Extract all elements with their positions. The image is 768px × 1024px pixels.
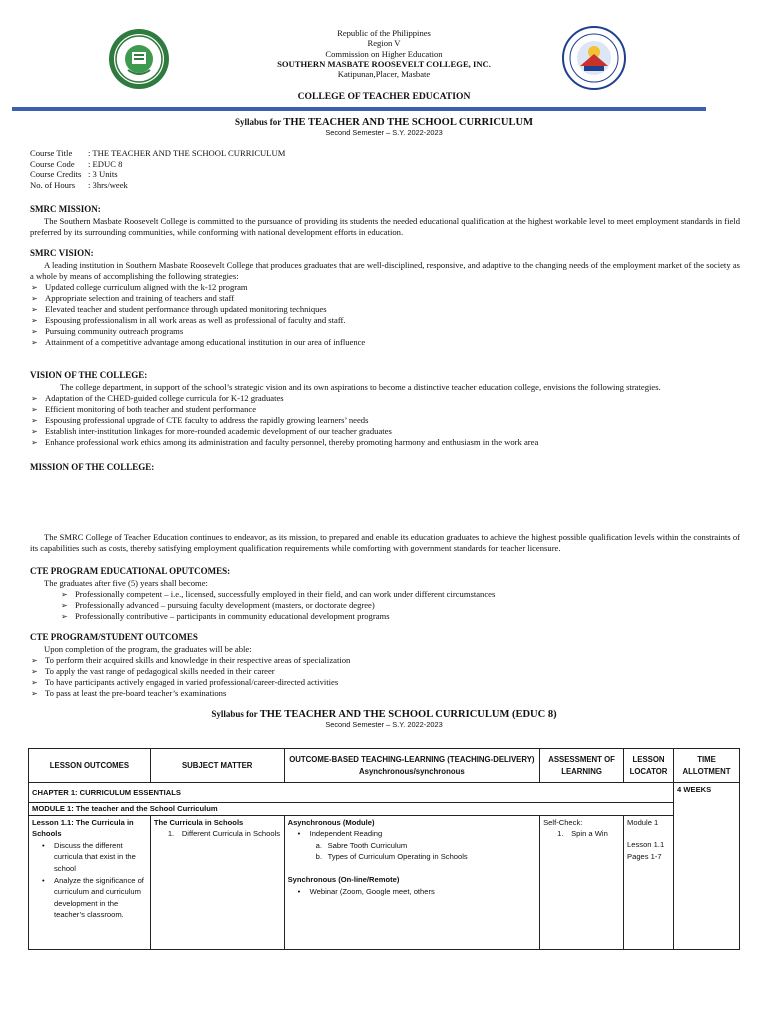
async-subitem-text: Types of Curriculum Operating in Schools bbox=[327, 852, 468, 862]
column-header: TIME ALLOTMENT bbox=[674, 749, 740, 783]
list-item bbox=[30, 393, 740, 404]
subject-item-text: Different Curricula in Schools bbox=[181, 829, 281, 839]
school-seal-icon bbox=[108, 28, 170, 90]
section-heading: VISION OF THE COLLEGE: bbox=[30, 370, 148, 380]
list-item-text: To apply the vast range of pedagogical skills needed in their career bbox=[45, 665, 275, 676]
program-educational-outcomes-section bbox=[30, 566, 740, 622]
locator-pages: Pages 1-7 bbox=[627, 851, 662, 861]
ched-seal-icon bbox=[562, 26, 626, 90]
syllabus-title-prefix: Syllabus for bbox=[211, 709, 260, 719]
list-item-text: To pass at least the pre-board teacher’s examinations bbox=[45, 687, 227, 698]
syllabus-course-name: THE TEACHER AND THE SCHOOL CURRICULUM (EDUC 8) bbox=[259, 709, 557, 720]
list-item-text: Espousing professional upgrade of CTE faculty to address the rapidly growing learners’ needs bbox=[45, 414, 369, 425]
list-item-text: Efficient monitoring of both teacher and student performance bbox=[45, 403, 257, 414]
syllabus-table bbox=[28, 748, 740, 950]
list-item-text: Elevated teacher and student performance through updated monitoring techniques bbox=[45, 303, 327, 314]
assessment-item-text: Spin a Win bbox=[571, 829, 608, 839]
module-title: MODULE 1: The teacher and the School Curriculum bbox=[29, 803, 674, 816]
course-info-key: No. of Hours bbox=[30, 179, 76, 190]
ched-line: Commission on Higher Education bbox=[325, 48, 443, 59]
arrow-bullet-icon: ➢ bbox=[31, 437, 38, 447]
course-info-value: : THE TEACHER AND THE SCHOOL CURRICULUM bbox=[88, 148, 286, 158]
school-name: SOUTHERN MASBATE ROOSEVELT COLLEGE, INC. bbox=[277, 58, 491, 69]
list-item-text: To have participants actively engaged in varied professional/career-directed activities bbox=[45, 676, 339, 687]
arrow-bullet-icon: ➢ bbox=[31, 688, 38, 698]
table-row bbox=[29, 815, 740, 949]
arrow-bullet-icon: ➢ bbox=[31, 315, 38, 325]
locator-module: Module 1 bbox=[627, 817, 659, 827]
semester-label: Second Semester – S.Y. 2022-2023 bbox=[325, 720, 443, 729]
list-item-text: To perform their acquired skills and knowledge in their respective areas of specialization bbox=[45, 654, 351, 665]
college-mission-heading-block bbox=[30, 462, 740, 474]
course-info-value: : EDUC 8 bbox=[88, 158, 123, 169]
strategy-list bbox=[30, 393, 740, 448]
chapter-row bbox=[29, 783, 740, 803]
list-item bbox=[30, 666, 740, 677]
school-address: Katipunan,Placer, Masbate bbox=[337, 69, 431, 80]
list-item-text: Professionally advanced – pursuing faculty development (masters, or doctorate degree) bbox=[75, 599, 375, 610]
course-info bbox=[30, 148, 285, 190]
smrc-vision-section bbox=[30, 248, 740, 348]
header-divider bbox=[12, 107, 706, 111]
section-text: The Southern Masbate Roosevelt College is committed to the pursuance of providing its students the needed educational qualification at the highest workable level to meet employment standards in field preferred by its surrounding communities, while conforming with national development efforts in education. bbox=[30, 215, 740, 237]
arrow-bullet-icon: ➢ bbox=[31, 393, 38, 403]
module-row bbox=[29, 803, 740, 816]
section-heading: CTE PROGRAM EDUCATIONAL OPUTCOMES: bbox=[30, 566, 231, 576]
section-heading: SMRC MISSION: bbox=[30, 204, 101, 214]
course-info-key: Course Credits bbox=[30, 169, 82, 179]
section-heading: SMRC VISION: bbox=[30, 248, 94, 258]
course-info-key: Course Code bbox=[30, 158, 75, 169]
country-line: Republic of the Philippines bbox=[337, 28, 431, 38]
outcome-item: • Analyze the significance of curriculum and curriculum development in the teacher’s classroom. bbox=[32, 875, 147, 921]
section-text: The SMRC College of Teacher Education continues to endeavor, as its mission, to prepared and enable its education graduates to achieve the highest possible qualification levels within the constraints of its capabilities such as costs, thereby satisfying employment qualification requirements while comforting with government standards for teacher licensure. bbox=[30, 532, 740, 553]
list-item bbox=[30, 404, 740, 415]
arrow-bullet-icon: ➢ bbox=[31, 293, 38, 303]
column-header: OUTCOME-BASED TEACHING-LEARNING (TEACHING-DELIVERY) Asynchronous/synchronous bbox=[284, 749, 540, 783]
assessment-title: Self-Check: bbox=[543, 817, 583, 827]
college-vision-section bbox=[30, 370, 740, 448]
list-item bbox=[30, 688, 740, 699]
list-item bbox=[30, 655, 740, 666]
arrow-bullet-icon: ➢ bbox=[31, 677, 38, 687]
student-outcomes-section bbox=[30, 632, 740, 699]
list-item bbox=[30, 304, 740, 315]
list-item-text: Pursuing community outreach programs bbox=[45, 325, 184, 336]
syllabus-title-prefix: Syllabus for bbox=[235, 117, 284, 127]
subject-item: 1. Different Curricula in Schools bbox=[167, 829, 281, 839]
list-item bbox=[30, 315, 740, 326]
async-subitem: a. Sabre Tooth Curriculum bbox=[315, 840, 408, 850]
section-text: Upon completion of the program, the graduates will be able: bbox=[44, 643, 252, 654]
list-item-text: Adaptation of the CHED-guided college curricula for K-12 graduates bbox=[45, 392, 284, 403]
outcome-list bbox=[30, 655, 740, 699]
course-info-key: Course Title bbox=[30, 148, 73, 158]
async-title: Asynchronous (Module) bbox=[287, 817, 375, 827]
sync-title: Synchronous (On-line/Remote) bbox=[287, 874, 400, 884]
list-item-text: Appropriate selection and training of teachers and staff bbox=[45, 292, 235, 303]
subject-title: The Curricula in Schools bbox=[153, 817, 244, 827]
assessment-item: 1. Spin a Win bbox=[557, 829, 608, 839]
outcome-list bbox=[30, 589, 740, 622]
lesson-locator-cell bbox=[624, 815, 674, 949]
arrow-bullet-icon: ➢ bbox=[61, 611, 68, 621]
list-item-text: Professionally competent – i.e., licensed, successfully employed in their field, and can work under different circumstances bbox=[75, 588, 496, 599]
async-subitem-text: Sabre Tooth Curriculum bbox=[327, 840, 408, 850]
list-item-text: Professionally contributive – participants in community educational development programs bbox=[75, 610, 390, 621]
document-header bbox=[0, 0, 768, 112]
list-item bbox=[30, 426, 740, 437]
header-text bbox=[200, 28, 568, 79]
list-item-text: Espousing professionalism in all work areas as well as professional of faculty and staff. bbox=[45, 314, 346, 325]
section-text: The college department, in support of the school’s strategic vision and its own aspirations to become a distinctive teacher education college, envisions the following strategies. bbox=[60, 381, 661, 392]
arrow-bullet-icon: ➢ bbox=[61, 600, 68, 610]
course-info-row bbox=[30, 169, 285, 180]
course-info-row bbox=[30, 159, 285, 170]
course-info-row bbox=[30, 180, 285, 191]
arrow-bullet-icon: ➢ bbox=[61, 589, 68, 599]
outcome-item: • Discuss the different curricula that exist in the school bbox=[32, 840, 147, 875]
list-item-text: Updated college curriculum aligned with the k-12 program bbox=[45, 281, 248, 292]
list-item bbox=[60, 589, 740, 600]
region-line: Region V bbox=[367, 38, 401, 49]
arrow-bullet-icon: ➢ bbox=[31, 415, 38, 425]
list-item bbox=[30, 282, 740, 293]
course-info-value: : 3 Units bbox=[88, 169, 118, 179]
semester-label: Second Semester – S.Y. 2022-2023 bbox=[325, 128, 443, 137]
arrow-bullet-icon: ➢ bbox=[31, 326, 38, 336]
list-item bbox=[30, 293, 740, 304]
list-item bbox=[30, 437, 740, 448]
arrow-bullet-icon: ➢ bbox=[31, 655, 38, 665]
table-header-row bbox=[29, 749, 740, 783]
teaching-learning-cell bbox=[284, 815, 540, 949]
column-header: ASSESSMENT OF LEARNING bbox=[540, 749, 624, 783]
course-info-value: : 3hrs/week bbox=[88, 179, 128, 190]
arrow-bullet-icon: ➢ bbox=[31, 404, 38, 414]
list-item bbox=[60, 611, 740, 622]
column-header: LESSON OUTCOMES bbox=[29, 749, 151, 783]
column-header: SUBJECT MATTER bbox=[150, 749, 284, 783]
arrow-bullet-icon: ➢ bbox=[31, 666, 38, 676]
college-mission-section bbox=[30, 532, 740, 554]
list-item bbox=[60, 600, 740, 611]
async-subitem: b. Types of Curriculum Operating in Schools bbox=[315, 852, 468, 862]
arrow-bullet-icon: ➢ bbox=[31, 304, 38, 314]
time-allotment: 4 WEEKS bbox=[674, 783, 740, 950]
arrow-bullet-icon: ➢ bbox=[31, 426, 38, 436]
locator-lesson: Lesson 1.1 bbox=[627, 840, 665, 850]
async-bullet: • Independent Reading bbox=[288, 828, 537, 840]
college-name: COLLEGE OF TEACHER EDUCATION bbox=[297, 91, 471, 102]
assessment-cell bbox=[540, 815, 624, 949]
list-item-text: Attainment of a competitive advantage among educational institution in our area of influence bbox=[45, 336, 366, 347]
column-header: LESSON LOCATOR bbox=[624, 749, 674, 783]
list-item bbox=[30, 337, 740, 348]
list-item bbox=[30, 677, 740, 688]
chapter-title: CHAPTER 1: CURRICULUM ESSENTIALS bbox=[29, 783, 674, 803]
sync-bullet: • Webinar (Zoom, Google meet, others bbox=[288, 886, 537, 898]
lesson-outcomes-cell bbox=[29, 815, 151, 949]
list-item bbox=[30, 415, 740, 426]
section-heading: MISSION OF THE COLLEGE: bbox=[30, 462, 155, 472]
arrow-bullet-icon: ➢ bbox=[31, 337, 38, 347]
strategy-list bbox=[30, 282, 740, 348]
list-item-text: Enhance professional work ethics among its administration and faculty personnel, thereby promoting harmony and enthusiasm in the work area bbox=[45, 436, 539, 447]
section-text: A leading institution in Southern Masbate Roosevelt College that produces graduates that are well-disciplined, responsive, and adaptive to the changing needs of the employment market of the society as a whole by means of accomplishing the following strategies: bbox=[30, 259, 740, 281]
smrc-mission-section bbox=[30, 204, 740, 238]
syllabus-course-name: THE TEACHER AND THE SCHOOL CURRICULUM bbox=[283, 117, 533, 128]
arrow-bullet-icon: ➢ bbox=[31, 282, 38, 292]
course-info-row bbox=[30, 148, 285, 159]
subject-matter-cell bbox=[150, 815, 284, 949]
section-text: The graduates after five (5) years shall become: bbox=[44, 577, 208, 588]
section-heading: CTE PROGRAM/STUDENT OUTCOMES bbox=[30, 632, 198, 642]
list-item-text: Establish inter-institution linkages for more-rounded academic development of our teacher graduates bbox=[45, 425, 392, 436]
list-item bbox=[30, 326, 740, 337]
lesson-title: Lesson 1.1: The Curricula in Schools bbox=[32, 817, 134, 839]
